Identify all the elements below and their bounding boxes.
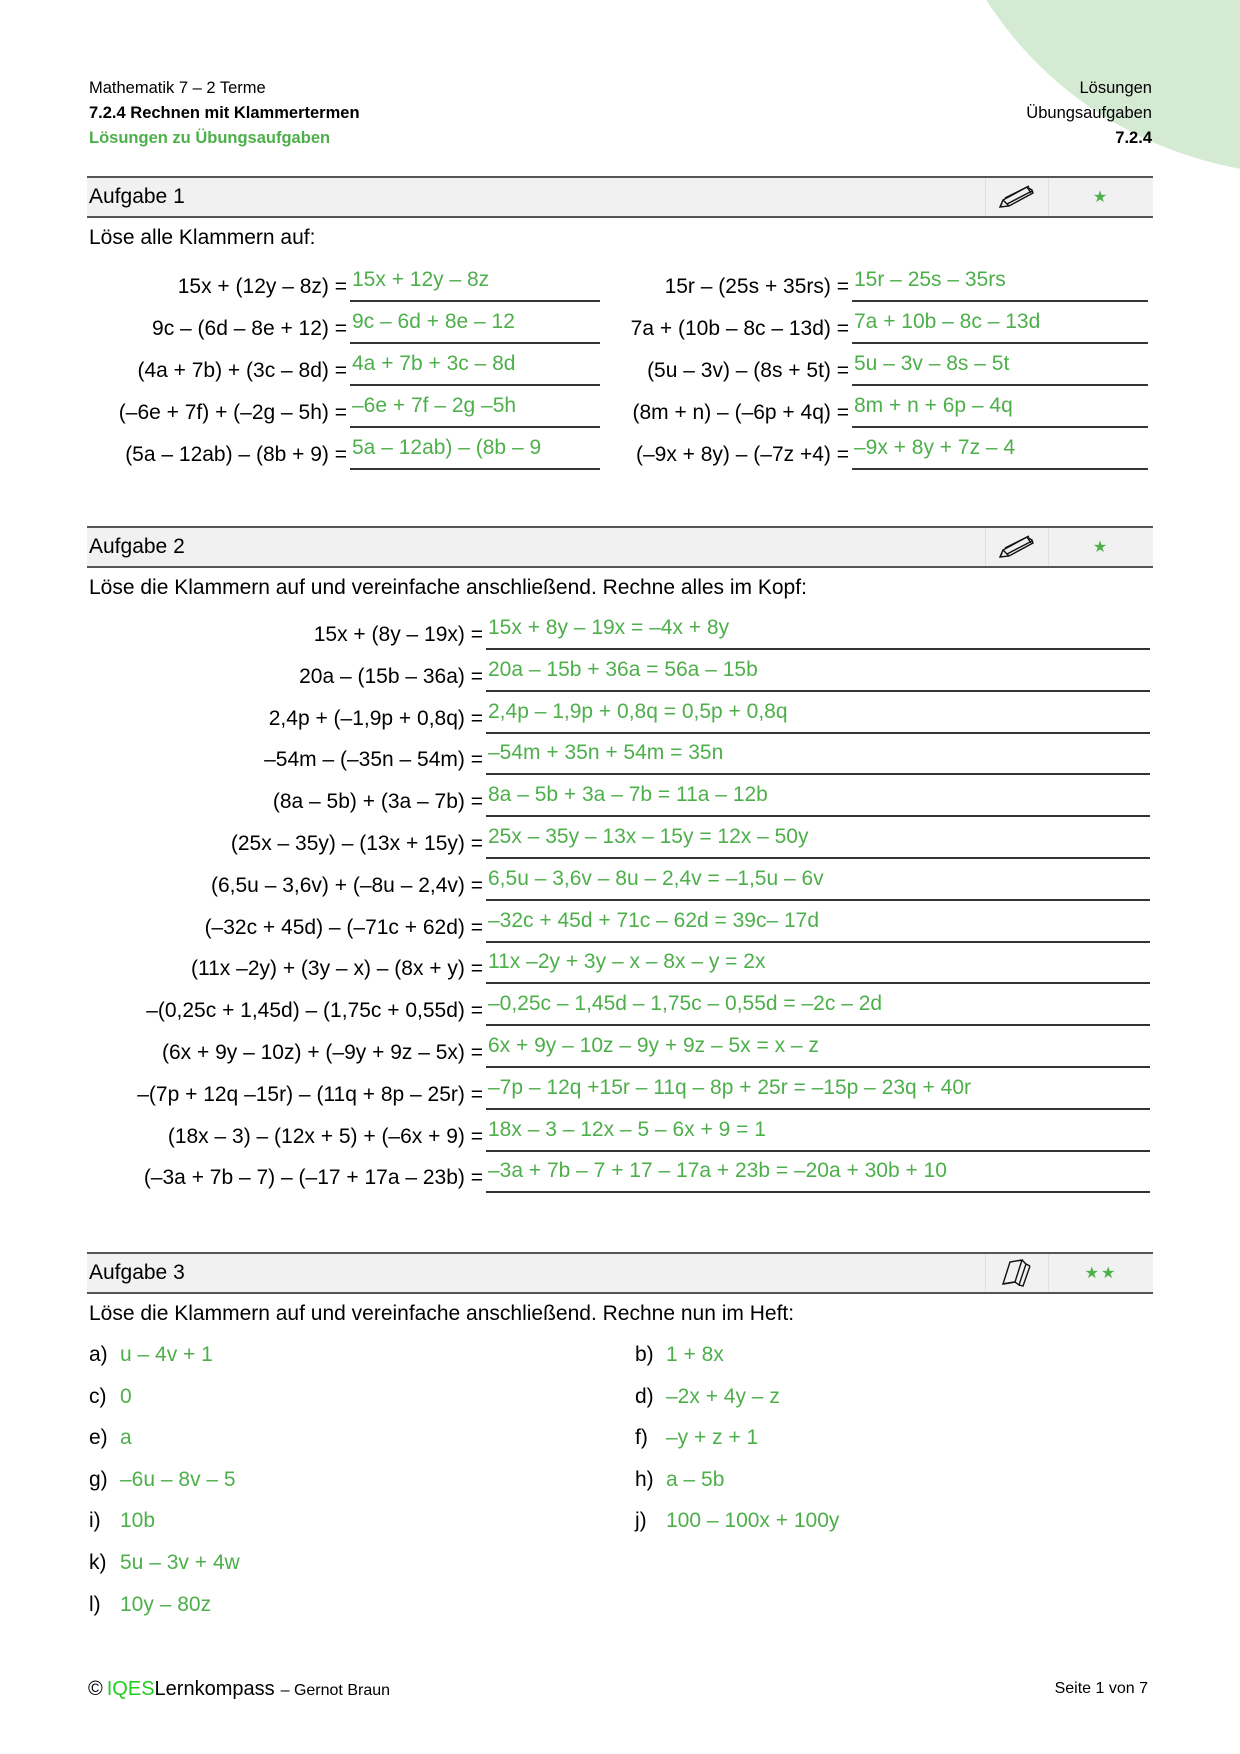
task2-header: [87, 526, 1153, 568]
exercise-term: (6,5u – 3,6v) + (–8u – 2,4v) =: [211, 873, 483, 897]
solution-line: 18x – 3 – 12x – 5 – 6x + 9 = 1: [486, 1110, 1150, 1152]
answer-value: –y + z + 1: [666, 1426, 759, 1450]
task3-header: [87, 1252, 1153, 1294]
exercise-row: [88, 650, 1150, 692]
solution-line: –6e + 7f – 2g –5h: [350, 386, 600, 428]
document-header: [89, 76, 360, 151]
answer-value: 5u – 3v + 4w: [120, 1551, 240, 1574]
answer-item: [635, 1343, 724, 1367]
solution-line: 15r – 25s – 35rs: [852, 260, 1148, 302]
difficulty-stars: ★: [1092, 539, 1110, 556]
solution-line: 9c – 6d + 8e – 12: [350, 302, 600, 344]
exercise-term: (11x –2y) + (3y – x) – (8x + y) =: [191, 957, 483, 981]
answer-label: g): [89, 1467, 108, 1491]
answer-value: 10y – 80z: [120, 1592, 212, 1616]
brand-lernkompass: Lernkompass: [154, 1678, 275, 1700]
exercise-term: 9c – (6d – 8e + 12) =: [152, 317, 347, 340]
exercise-term: (6x + 9y – 10z) + (–9y + 9z – 5x) =: [162, 1041, 483, 1064]
answer-label: h): [635, 1467, 654, 1491]
page-number: Seite 1 von 7: [1054, 1680, 1148, 1697]
answer-item: [635, 1426, 758, 1450]
solution-line: 6,5u – 3,6v – 8u – 2,4v = –1,5u – 6v: [486, 859, 1150, 901]
exercise-row: [88, 302, 600, 344]
exercise-term: 15r – (25s + 35rs) =: [664, 275, 849, 298]
solution-line: –3a + 7b – 7 + 17 – 17a + 23b = –20a + 30b + 10: [486, 1151, 1150, 1193]
solution-line: –7p – 12q +15r – 11q – 8p + 25r = –15p – 23q + 40r: [486, 1068, 1150, 1110]
exercise-term: (5u – 3v) – (8s + 5t) =: [647, 359, 849, 382]
answer-value: a – 5b: [666, 1467, 725, 1491]
answer-item: [635, 1509, 839, 1533]
task1-instruction: Löse alle Klammern auf:: [89, 226, 316, 249]
solution-line: 20a – 15b + 36a = 56a – 15b: [486, 650, 1150, 692]
exercise-row: [88, 775, 1150, 817]
exercise-row: [600, 344, 1148, 386]
exercise-row: [88, 428, 600, 470]
document-header-right: [1026, 76, 1152, 151]
exercise-term: 15x + (8y – 19x) =: [313, 623, 483, 646]
answer-item: [635, 1468, 724, 1492]
exercise-row: [88, 733, 1150, 775]
solution-line: 6x + 9y – 10z – 9y + 9z – 5x = x – z: [486, 1026, 1150, 1068]
chapter-title: 7.2.4 Rechnen mit Klammertermen: [89, 104, 360, 122]
exercise-term: (–6e + 7f) + (–2g – 5h) =: [118, 401, 347, 424]
header-right-line2: Übungsaufgaben: [1026, 104, 1152, 122]
answer-value: 100 – 100x + 100y: [666, 1509, 840, 1533]
solution-line: 25x – 35y – 13x – 15y = 12x – 50y: [486, 817, 1150, 859]
answer-label: i): [89, 1509, 101, 1533]
exercise-row: [88, 260, 600, 302]
exercise-row: [88, 692, 1150, 734]
exercise-term: –(0,25c + 1,45d) – (1,75c + 0,55d) =: [146, 999, 483, 1023]
answer-item: [89, 1426, 132, 1450]
exercise-term: 7a + (10b – 8c – 13d) =: [630, 317, 849, 340]
answer-item: [89, 1593, 211, 1617]
answer-value: 10b: [120, 1509, 156, 1533]
task3-title: Aufgabe 3: [89, 1261, 185, 1284]
solution-line: –32c + 45d + 71c – 62d = 39c– 17d: [486, 901, 1150, 943]
answer-label: f): [635, 1426, 648, 1450]
solution-line: 15x + 12y – 8z: [350, 260, 600, 302]
task1-title: Aufgabe 1: [89, 185, 185, 208]
task2-title: Aufgabe 2: [89, 535, 185, 558]
answer-value: –2x + 4y – z: [666, 1384, 780, 1408]
solution-line: 4a + 7b + 3c – 8d: [350, 344, 600, 386]
answer-value: 1 + 8x: [666, 1343, 724, 1366]
exercise-row: [88, 984, 1150, 1026]
exercise-row: [88, 1110, 1150, 1152]
header-right-line1: Lösungen: [1079, 79, 1152, 97]
answer-label: a): [89, 1343, 108, 1366]
exercise-term: –54m – (–35n – 54m) =: [264, 748, 483, 772]
exercise-term: (–3a + 7b – 7) – (–17 + 17a – 23b) =: [143, 1166, 483, 1190]
exercise-row: [88, 817, 1150, 859]
answer-label: j): [635, 1509, 647, 1533]
exercise-term: (5a – 12ab) – (8b + 9) =: [125, 443, 347, 466]
task2-instruction: Löse die Klammern auf und vereinfache anschließend. Rechne alles im Kopf:: [89, 576, 807, 599]
pencil-icon: [985, 178, 1049, 216]
answer-label: e): [89, 1426, 108, 1450]
exercise-row: [600, 302, 1148, 344]
task3-instruction: Löse die Klammern auf und vereinfache anschließend. Rechne nun im Heft:: [89, 1302, 795, 1325]
answer-item: [89, 1343, 213, 1367]
exercise-term: (8a – 5b) + (3a – 7b) =: [272, 790, 483, 814]
exercise-row: [88, 386, 600, 428]
difficulty-stars: ★: [1092, 189, 1110, 206]
subtitle: Lösungen zu Übungsaufgaben: [89, 129, 331, 147]
header-right-code: 7.2.4: [1115, 129, 1152, 147]
solution-line: 7a + 10b – 8c – 13d: [852, 302, 1148, 344]
answer-item: [635, 1385, 780, 1409]
exercise-row: [88, 1026, 1150, 1068]
solution-line: 5u – 3v – 8s – 5t: [852, 344, 1148, 386]
exercise-term: (25x – 35y) – (13x + 15y) =: [230, 832, 483, 855]
solution-line: –9x + 8y + 7z – 4: [852, 428, 1148, 470]
exercise-row: [88, 942, 1150, 984]
answer-value: –6u – 8v – 5: [120, 1467, 236, 1491]
exercise-term: 20a – (15b – 36a) =: [299, 664, 483, 688]
task1-header: [87, 176, 1153, 218]
subject-line: Mathematik 7 – 2 Terme: [89, 79, 266, 97]
answer-label: d): [635, 1384, 654, 1408]
solution-line: 5a – 12ab) – (8b – 9: [350, 428, 600, 470]
solution-line: 15x + 8y – 19x = –4x + 8y: [486, 608, 1150, 650]
exercise-term: (–9x + 8y) – (–7z +4) =: [635, 443, 849, 466]
exercise-term: (8m + n) – (–6p + 4q) =: [632, 401, 849, 424]
solution-line: 8m + n + 6p – 4q: [852, 386, 1148, 428]
exercise-row: [600, 428, 1148, 470]
answer-item: [89, 1551, 240, 1575]
exercise-row: [88, 1151, 1150, 1193]
answer-label: l): [89, 1592, 101, 1616]
exercise-term: 15x + (12y – 8z) =: [177, 275, 347, 298]
answer-label: k): [89, 1551, 107, 1574]
exercise-row: [88, 859, 1150, 901]
solution-line: 11x –2y + 3y – x – 8x – y = 2x: [486, 942, 1150, 984]
solution-line: 2,4p – 1,9p + 0,8q = 0,5p + 0,8q: [486, 692, 1150, 734]
author: – Gernot Braun: [280, 1682, 391, 1699]
exercise-term: (4a + 7b) + (3c – 8d) =: [137, 359, 347, 382]
brand-iqes: IQES: [106, 1678, 155, 1700]
answer-item: [89, 1468, 236, 1492]
exercise-row: [88, 608, 1150, 650]
answer-value: a: [120, 1426, 132, 1450]
answer-value: 0: [120, 1384, 132, 1408]
answer-label: c): [89, 1384, 107, 1408]
solution-line: –54m + 35n + 54m = 35n: [486, 733, 1150, 775]
exercise-term: 2,4p + (–1,9p + 0,8q) =: [268, 706, 483, 730]
solution-line: 8a – 5b + 3a – 7b = 11a – 12b: [486, 775, 1150, 817]
answer-label: b): [635, 1343, 654, 1366]
solution-line: –0,25c – 1,45d – 1,75c – 0,55d = –2c – 2d: [486, 984, 1150, 1026]
exercise-row: [88, 344, 600, 386]
answer-value: u – 4v + 1: [120, 1343, 213, 1366]
exercise-term: (–32c + 45d) – (–71c + 62d) =: [204, 915, 483, 939]
pencil-icon: [985, 528, 1049, 566]
answer-item: [89, 1385, 132, 1409]
exercise-term: (18x – 3) – (12x + 5) + (–6x + 9) =: [167, 1124, 483, 1148]
exercise-term: –(7p + 12q –15r) – (11q + 8p – 25r) =: [137, 1082, 483, 1106]
notebook-icon: [985, 1254, 1049, 1292]
exercise-row: [600, 260, 1148, 302]
answer-item: [89, 1509, 155, 1533]
exercise-row: [88, 901, 1150, 943]
exercise-row: [600, 386, 1148, 428]
copyright-icon: ©: [88, 1678, 103, 1700]
exercise-row: [88, 1068, 1150, 1110]
footer: [88, 1678, 390, 1701]
difficulty-stars: ★★: [1084, 1265, 1118, 1282]
